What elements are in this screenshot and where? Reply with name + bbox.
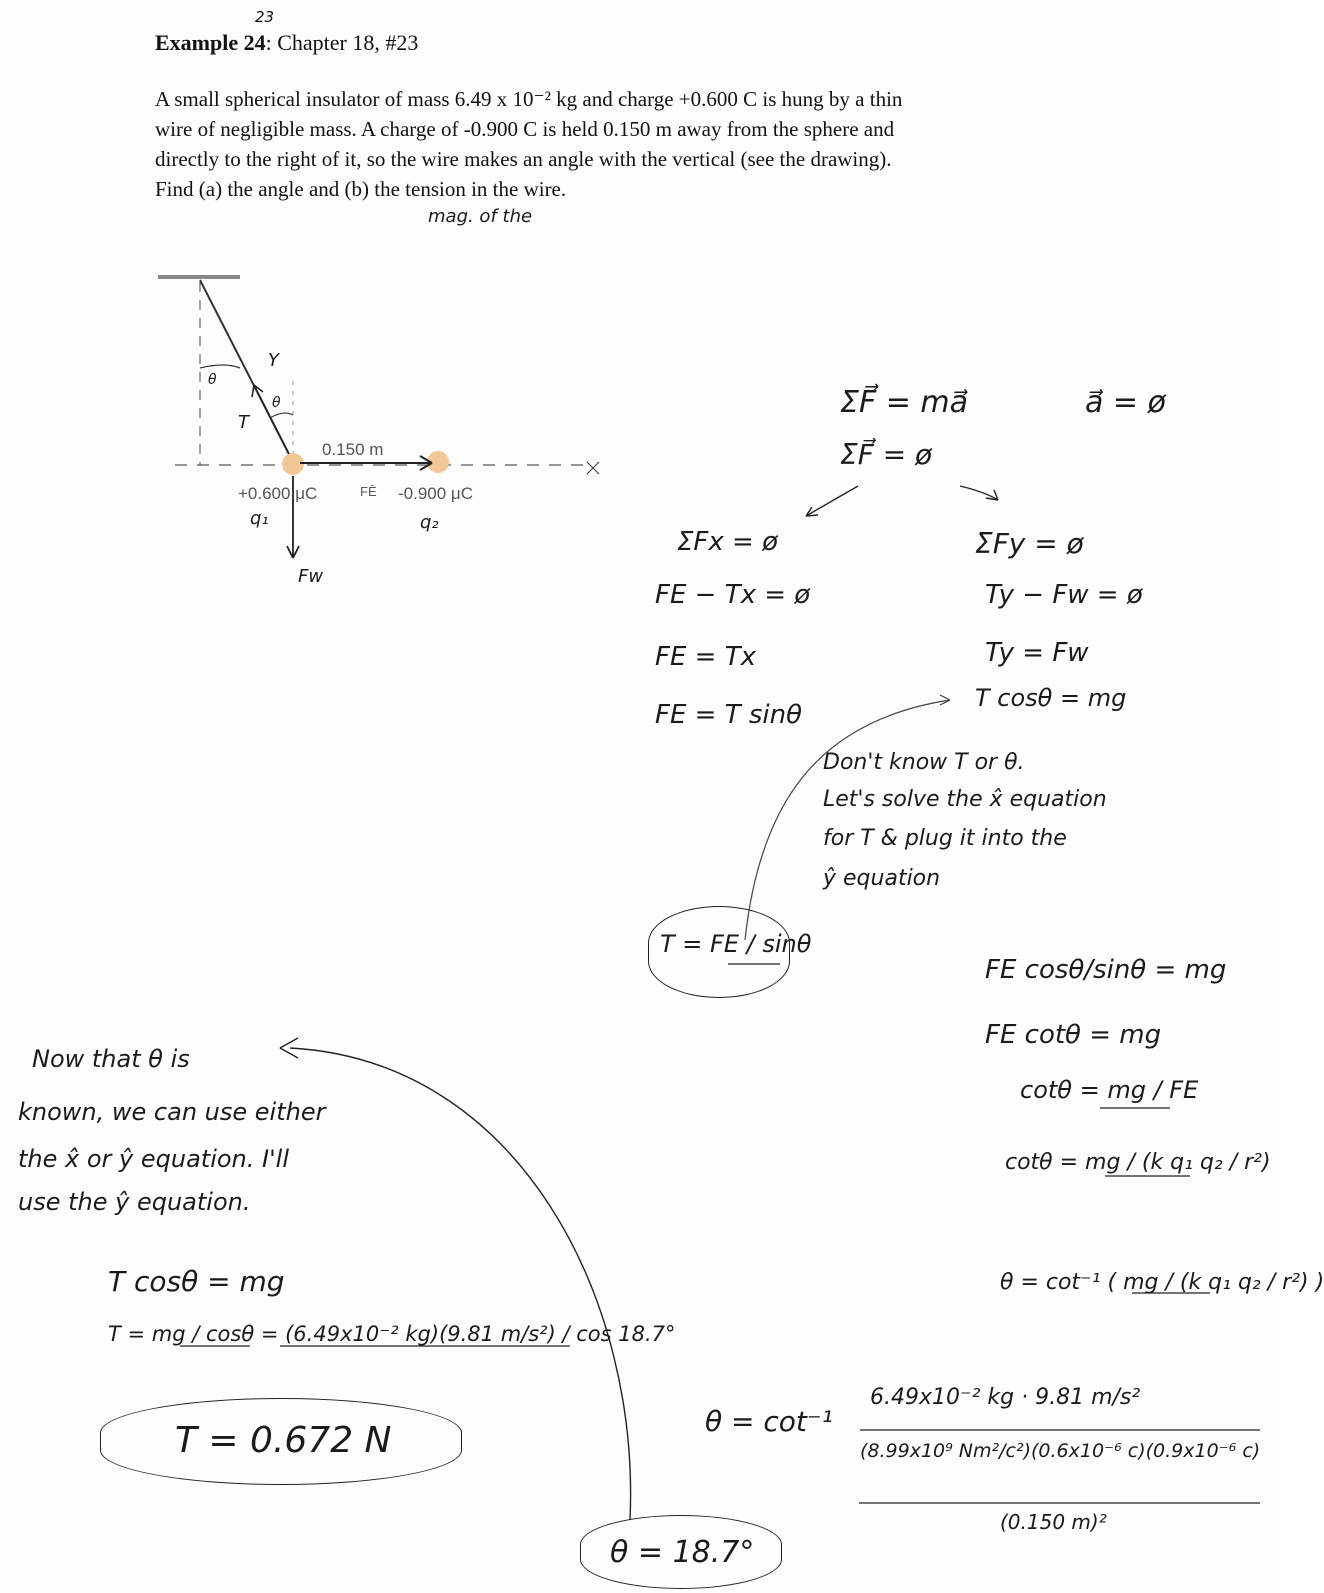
right-eq-1: FE cosθ/sinθ = mg: [985, 955, 1227, 985]
problem-line-1: A small spherical insulator of mass 6.49 x 10⁻² kg and charge +0.600 C is hung by a thin: [155, 87, 903, 111]
annotation-mag: mag. of the: [428, 206, 533, 227]
tension-eq-2: T = mg / cosθ = (6.49x10⁻² kg)(9.81 m/s²) / cos 18.7°: [108, 1322, 676, 1346]
branch-arrow-left: [806, 486, 858, 516]
y-eq-2: Ty = Fw: [985, 638, 1089, 668]
right-eq-4: cotθ = mg / (k q₁ q₂ / r²): [1005, 1150, 1271, 1175]
theta-result: θ = 18.7°: [610, 1535, 755, 1570]
y-eq-3: T cosθ = mg: [975, 684, 1127, 712]
branch-arrow-right: [960, 486, 998, 500]
example-label: Example 24: [155, 30, 266, 55]
q1-label: q₁: [250, 508, 269, 529]
problem-line-4: Find (a) the angle and (b) the tension in the wire.: [155, 177, 567, 201]
right-eq-3: cotθ = mg / FE: [1020, 1076, 1199, 1104]
weight-label: Fw: [298, 566, 324, 587]
tension-label: T: [238, 412, 249, 433]
acceleration-zero: a⃗ = ø: [1085, 385, 1166, 420]
substitution-arrow: [745, 700, 950, 940]
newton-second-law: ΣF⃗ = ma⃗: [840, 385, 969, 420]
x-eq-2: FE = Tx: [655, 642, 756, 672]
net-force-zero: ΣF⃗ = ø: [840, 438, 933, 471]
now-line-2: known, we can use either: [18, 1098, 326, 1126]
handwritten-example-number: 23: [255, 8, 275, 26]
q1-charge-label: +0.600 μC: [238, 484, 318, 503]
numerator-values: 6.49x10⁻² kg · 9.81 m/s²: [870, 1385, 1141, 1410]
note-line-1: Don't know T or θ.: [823, 750, 1025, 775]
denominator-values: (8.99x10⁹ Nm²/c²)(0.6x10⁻⁶ c)(0.9x10⁻⁶ c): [860, 1440, 1261, 1462]
x-sum: ΣFx = ø: [677, 527, 778, 557]
right-eq-5: θ = cot⁻¹ ( mg / (k q₁ q₂ / r²) ): [1000, 1270, 1324, 1295]
problem-line-3: directly to the right of it, so the wire makes an angle with the vertical (see the drawing).: [155, 147, 892, 171]
q2-label: q₂: [420, 512, 439, 533]
y-axis-label: Y: [268, 350, 279, 371]
theta-cot-inverse: θ = cot⁻¹: [705, 1405, 833, 1438]
distance-label: 0.150 m: [322, 440, 384, 459]
y-eq-1: Ty − Fw = ø: [985, 580, 1143, 610]
x-eq-1: FE − Tx = ø: [655, 580, 811, 610]
now-line-4: use the ŷ equation.: [18, 1188, 251, 1216]
x-eq-3: FE = T sinθ: [655, 700, 802, 730]
radius-squared: (0.150 m)²: [1000, 1510, 1107, 1534]
now-line-1: Now that θ is: [32, 1045, 190, 1073]
tension-result: T = 0.672 N: [175, 1420, 392, 1461]
now-line-3: the x̂ or ŷ equation. I'll: [18, 1145, 290, 1173]
q2-charge-label: -0.900 μC: [398, 484, 473, 503]
tension-eq-1: T cosθ = mg: [108, 1265, 285, 1298]
note-line-3: for T & plug it into the: [823, 826, 1067, 851]
y-sum: ΣFy = ø: [975, 527, 1084, 560]
right-eq-2: FE cotθ = mg: [985, 1020, 1162, 1050]
note-line-2: Let's solve the x̂ equation: [823, 787, 1107, 812]
fe-label: FĒ: [360, 484, 377, 499]
theta-arc-top: [200, 365, 240, 368]
note-line-4: ŷ equation: [823, 866, 941, 891]
theta-label-top: θ: [208, 372, 217, 388]
tension-expression: T = FE / sinθ: [660, 930, 812, 958]
problem-line-2: wire of negligible mass. A charge of -0.900 C is held 0.150 m away from the sphere and: [155, 117, 895, 141]
theta-label-bottom: θ: [272, 395, 281, 411]
theta-arc-bottom: [270, 413, 293, 418]
chapter-reference: : Chapter 18, #23: [265, 30, 419, 55]
